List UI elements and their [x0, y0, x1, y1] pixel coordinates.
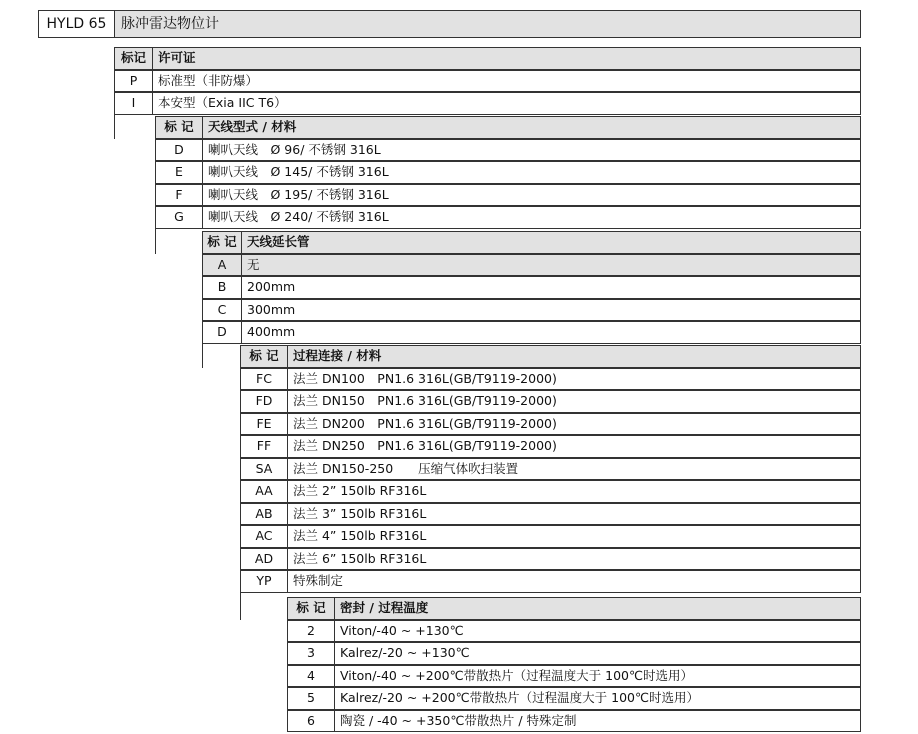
option-code: 5 — [287, 687, 335, 710]
option-desc: 喇叭天线 Ø 195/ 不锈钢 316L — [202, 184, 861, 207]
option-desc: 法兰 3” 150lb RF316L — [287, 503, 861, 526]
option-desc: 法兰 DN250 PN1.6 316L(GB/T9119-2000) — [287, 435, 861, 458]
section-bracket — [202, 344, 203, 368]
option-desc: 200mm — [241, 276, 861, 299]
section-header-title: 天线型式 / 材料 — [202, 116, 861, 139]
option-code: D — [155, 139, 203, 162]
option-code: AA — [240, 480, 288, 503]
option-code: 6 — [287, 710, 335, 733]
option-desc: 法兰 DN200 PN1.6 316L(GB/T9119-2000) — [287, 413, 861, 436]
option-desc: 法兰 4” 150lb RF316L — [287, 525, 861, 548]
model-code: HYLD 65 — [38, 10, 115, 38]
option-code: 4 — [287, 665, 335, 688]
option-desc: Kalrez/-20 ~ +130℃ — [334, 642, 861, 665]
option-code: AD — [240, 548, 288, 571]
option-code: I — [114, 92, 153, 115]
option-desc: 法兰 2” 150lb RF316L — [287, 480, 861, 503]
section-header-code: 标 记 — [240, 345, 288, 368]
option-desc: 喇叭天线 Ø 240/ 不锈钢 316L — [202, 206, 861, 229]
option-desc: 400mm — [241, 321, 861, 344]
section-header-title: 密封 / 过程温度 — [334, 597, 861, 620]
option-desc: 法兰 DN100 PN1.6 316L(GB/T9119-2000) — [287, 368, 861, 391]
option-code: AB — [240, 503, 288, 526]
option-desc: 本安型（Exia IIC T6） — [152, 92, 861, 115]
option-code: FF — [240, 435, 288, 458]
option-desc: 标准型（非防爆） — [152, 70, 861, 93]
option-code: YP — [240, 570, 288, 593]
section-header-code: 标 记 — [287, 597, 335, 620]
option-desc: 法兰 DN150-250 压缩气体吹扫装置 — [287, 458, 861, 481]
option-code: SA — [240, 458, 288, 481]
section-header-code: 标 记 — [155, 116, 203, 139]
section-header-title: 过程连接 / 材料 — [287, 345, 861, 368]
section-bracket — [240, 593, 241, 620]
section-bracket — [155, 229, 156, 254]
option-code: C — [202, 299, 242, 322]
option-desc: Viton/-40 ~ +130℃ — [334, 620, 861, 643]
section-header-code: 标 记 — [202, 231, 242, 254]
model-title: 脉冲雷达物位计 — [114, 10, 861, 38]
option-code: 3 — [287, 642, 335, 665]
option-desc: 喇叭天线 Ø 145/ 不锈钢 316L — [202, 161, 861, 184]
option-code: 2 — [287, 620, 335, 643]
option-desc: 300mm — [241, 299, 861, 322]
option-code: E — [155, 161, 203, 184]
section-header-title: 许可证 — [152, 47, 861, 70]
option-code: FD — [240, 390, 288, 413]
option-desc: 法兰 DN150 PN1.6 316L(GB/T9119-2000) — [287, 390, 861, 413]
option-desc: 法兰 6” 150lb RF316L — [287, 548, 861, 571]
option-desc: 特殊制定 — [287, 570, 861, 593]
section-header-title: 天线延长管 — [241, 231, 861, 254]
option-desc: Kalrez/-20 ~ +200℃带散热片（过程温度大于 100℃时选用） — [334, 687, 861, 710]
option-desc: 喇叭天线 Ø 96/ 不锈钢 316L — [202, 139, 861, 162]
option-code: G — [155, 206, 203, 229]
option-code: P — [114, 70, 153, 93]
option-code: FC — [240, 368, 288, 391]
option-code: F — [155, 184, 203, 207]
option-code: A — [202, 254, 242, 277]
section-bracket — [114, 115, 115, 139]
option-code: AC — [240, 525, 288, 548]
option-code: B — [202, 276, 242, 299]
option-code: FE — [240, 413, 288, 436]
option-desc: Viton/-40 ~ +200℃带散热片（过程温度大于 100℃时选用） — [334, 665, 861, 688]
option-desc: 陶瓷 / -40 ~ +350℃带散热片 / 特殊定制 — [334, 710, 861, 733]
option-desc: 无 — [241, 254, 861, 277]
option-code: D — [202, 321, 242, 344]
section-header-code: 标记 — [114, 47, 153, 70]
